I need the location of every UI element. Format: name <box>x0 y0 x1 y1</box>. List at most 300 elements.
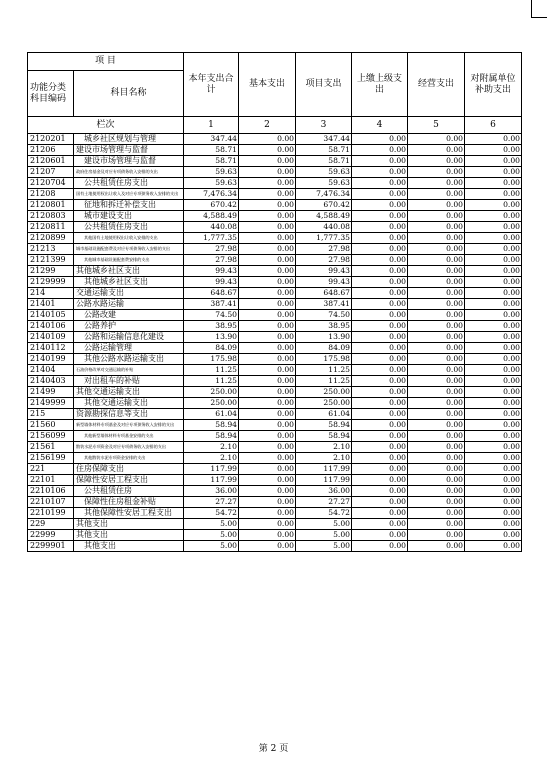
row-name: 资源勘探信息等支出 <box>74 409 184 420</box>
row-value: 0.00 <box>408 365 465 376</box>
table-row <box>28 376 522 387</box>
table-row <box>28 211 522 222</box>
row-code: 2140199 <box>28 354 74 365</box>
table-row <box>28 156 522 167</box>
seq-1: 1 <box>184 117 239 134</box>
row-value: 0.00 <box>239 211 296 222</box>
row-value: 0.00 <box>352 486 408 497</box>
seq-5: 5 <box>408 117 465 134</box>
row-code: 21208 <box>28 189 74 200</box>
row-value: 440.08 <box>184 222 239 233</box>
table-row <box>28 244 522 255</box>
row-value: 175.98 <box>296 354 352 365</box>
table-row <box>28 519 522 530</box>
row-value: 0.00 <box>465 145 522 156</box>
row-value: 0.00 <box>408 233 465 244</box>
row-value: 0.00 <box>408 145 465 156</box>
table-row <box>28 420 522 431</box>
row-value: 0.00 <box>239 409 296 420</box>
row-name: 散装水泥专项资金及对应专项债务收入安排的支出 <box>74 442 184 453</box>
row-value: 61.04 <box>296 409 352 420</box>
row-value: 0.00 <box>465 365 522 376</box>
seq-2: 2 <box>239 117 296 134</box>
row-name: 其他城乡社区支出 <box>74 277 184 288</box>
row-value: 0.00 <box>239 178 296 189</box>
row-name: 政府住房基金及对应专项债务收入安排的支出 <box>74 167 184 178</box>
row-name: 其他城市基础设施配套费安排的支出 <box>74 255 184 266</box>
header-col-project: 项目支出 <box>296 53 352 117</box>
table-row <box>28 541 522 552</box>
row-value: 0.00 <box>239 497 296 508</box>
row-value: 11.25 <box>184 365 239 376</box>
row-value: 648.67 <box>296 288 352 299</box>
row-value: 0.00 <box>352 156 408 167</box>
row-code: 21499 <box>28 387 74 398</box>
row-value: 7,476.34 <box>296 189 352 200</box>
row-value: 0.00 <box>352 519 408 530</box>
row-value: 27.27 <box>184 497 239 508</box>
row-value: 0.00 <box>352 475 408 486</box>
row-value: 0.00 <box>465 431 522 442</box>
row-value: 59.63 <box>184 167 239 178</box>
row-value: 74.50 <box>296 310 352 321</box>
row-value: 0.00 <box>352 310 408 321</box>
row-value: 0.00 <box>465 343 522 354</box>
row-value: 670.42 <box>296 200 352 211</box>
row-value: 0.00 <box>239 475 296 486</box>
row-name: 其他保障性安居工程支出 <box>74 508 184 519</box>
row-value: 0.00 <box>408 167 465 178</box>
row-name: 公共租赁住房支出 <box>74 178 184 189</box>
row-code: 221 <box>28 464 74 475</box>
row-value: 1,777.35 <box>184 233 239 244</box>
row-value: 0.00 <box>239 519 296 530</box>
row-value: 5.00 <box>296 541 352 552</box>
seq-4: 4 <box>352 117 408 134</box>
row-name: 其他公路水路运输支出 <box>74 354 184 365</box>
row-name: 其他支出 <box>74 541 184 552</box>
row-value: 36.00 <box>296 486 352 497</box>
table-row <box>28 134 522 145</box>
row-value: 0.00 <box>408 310 465 321</box>
row-value: 0.00 <box>465 376 522 387</box>
row-value: 250.00 <box>184 398 239 409</box>
row-value: 0.00 <box>465 508 522 519</box>
row-value: 0.00 <box>465 519 522 530</box>
table-row <box>28 233 522 244</box>
table-row <box>28 255 522 266</box>
row-value: 0.00 <box>352 497 408 508</box>
row-value: 250.00 <box>296 387 352 398</box>
row-value: 0.00 <box>465 200 522 211</box>
row-value: 0.00 <box>239 288 296 299</box>
row-code: 22101 <box>28 475 74 486</box>
row-value: 5.00 <box>296 530 352 541</box>
header-name: 科目名称 <box>74 71 184 117</box>
row-value: 0.00 <box>408 453 465 464</box>
table-row <box>28 277 522 288</box>
corner-mark <box>531 0 547 18</box>
row-code: 214 <box>28 288 74 299</box>
row-name: 其他交通运输支出 <box>74 387 184 398</box>
seq-label: 栏次 <box>28 117 184 134</box>
row-value: 0.00 <box>239 156 296 167</box>
row-value: 117.99 <box>184 475 239 486</box>
row-value: 54.72 <box>296 508 352 519</box>
row-name: 其他支出 <box>74 530 184 541</box>
row-value: 0.00 <box>239 189 296 200</box>
row-value: 0.00 <box>408 244 465 255</box>
row-value: 0.00 <box>465 277 522 288</box>
row-value: 347.44 <box>184 134 239 145</box>
row-value: 5.00 <box>184 541 239 552</box>
row-code: 2129999 <box>28 277 74 288</box>
table-row <box>28 332 522 343</box>
row-value: 0.00 <box>408 464 465 475</box>
row-code: 2210106 <box>28 486 74 497</box>
row-value: 7,476.34 <box>184 189 239 200</box>
row-value: 0.00 <box>465 167 522 178</box>
row-value: 0.00 <box>408 398 465 409</box>
header-col-subsidy: 对附属单位补助支出 <box>465 53 522 117</box>
row-name: 征地和拆迁补偿支出 <box>74 200 184 211</box>
row-value: 0.00 <box>239 442 296 453</box>
row-value: 0.00 <box>465 310 522 321</box>
row-value: 27.98 <box>296 255 352 266</box>
row-code: 2120899 <box>28 233 74 244</box>
row-value: 0.00 <box>352 530 408 541</box>
row-name: 其他散装水泥专项资金安排的支出 <box>74 453 184 464</box>
row-value: 38.95 <box>296 321 352 332</box>
row-value: 58.71 <box>184 156 239 167</box>
table-row <box>28 178 522 189</box>
row-value: 84.09 <box>184 343 239 354</box>
row-code: 2210107 <box>28 497 74 508</box>
row-value: 0.00 <box>465 211 522 222</box>
row-value: 59.63 <box>296 167 352 178</box>
row-value: 347.44 <box>296 134 352 145</box>
row-value: 0.00 <box>408 255 465 266</box>
row-value: 0.00 <box>408 541 465 552</box>
row-name: 建设市场管理与监督 <box>74 156 184 167</box>
table-row <box>28 508 522 519</box>
row-value: 0.00 <box>239 486 296 497</box>
row-code: 2140106 <box>28 321 74 332</box>
row-value: 175.98 <box>184 354 239 365</box>
row-value: 0.00 <box>352 189 408 200</box>
table-row <box>28 486 522 497</box>
header-code: 功能分类科目编码 <box>28 71 74 117</box>
row-code: 2120201 <box>28 134 74 145</box>
row-value: 0.00 <box>352 299 408 310</box>
row-name: 保障性住房租金补贴 <box>74 497 184 508</box>
table-row <box>28 409 522 420</box>
row-value: 0.00 <box>408 266 465 277</box>
row-code: 2140105 <box>28 310 74 321</box>
row-value: 5.00 <box>296 519 352 530</box>
row-value: 0.00 <box>352 365 408 376</box>
row-code: 2120704 <box>28 178 74 189</box>
row-value: 58.71 <box>296 156 352 167</box>
header-col-remit: 上缴上级支出 <box>352 53 408 117</box>
row-value: 0.00 <box>239 541 296 552</box>
row-value: 0.00 <box>239 343 296 354</box>
table-row <box>28 365 522 376</box>
row-name: 其他城乡社区支出 <box>74 266 184 277</box>
row-code: 215 <box>28 409 74 420</box>
row-value: 0.00 <box>239 464 296 475</box>
row-value: 0.00 <box>465 497 522 508</box>
row-value: 0.00 <box>239 365 296 376</box>
row-code: 21207 <box>28 167 74 178</box>
row-name: 公路养护 <box>74 321 184 332</box>
row-value: 0.00 <box>352 343 408 354</box>
row-value: 0.00 <box>465 134 522 145</box>
row-name: 其他支出 <box>74 519 184 530</box>
row-value: 0.00 <box>352 332 408 343</box>
row-code: 21404 <box>28 365 74 376</box>
row-value: 0.00 <box>352 200 408 211</box>
row-value: 2.10 <box>296 453 352 464</box>
row-value: 648.67 <box>184 288 239 299</box>
row-value: 0.00 <box>465 387 522 398</box>
row-value: 0.00 <box>352 321 408 332</box>
row-value: 0.00 <box>352 409 408 420</box>
table-row <box>28 398 522 409</box>
row-value: 0.00 <box>352 277 408 288</box>
row-value: 0.00 <box>352 431 408 442</box>
row-name: 公路水路运输 <box>74 299 184 310</box>
table-row <box>28 167 522 178</box>
row-value: 13.90 <box>184 332 239 343</box>
row-name: 公共租赁住房支出 <box>74 222 184 233</box>
row-value: 0.00 <box>465 233 522 244</box>
row-value: 0.00 <box>239 321 296 332</box>
row-value: 0.00 <box>465 299 522 310</box>
row-value: 0.00 <box>352 145 408 156</box>
seq-6: 6 <box>465 117 522 134</box>
row-value: 61.04 <box>184 409 239 420</box>
row-value: 0.00 <box>239 200 296 211</box>
row-value: 0.00 <box>408 376 465 387</box>
row-value: 0.00 <box>352 420 408 431</box>
table-row <box>28 321 522 332</box>
row-value: 0.00 <box>408 343 465 354</box>
row-value: 0.00 <box>239 266 296 277</box>
row-value: 38.95 <box>184 321 239 332</box>
row-value: 27.27 <box>296 497 352 508</box>
row-value: 0.00 <box>352 178 408 189</box>
row-value: 0.00 <box>465 453 522 464</box>
table-row <box>28 475 522 486</box>
row-value: 0.00 <box>408 200 465 211</box>
table-row <box>28 310 522 321</box>
row-name: 公路和运输信息化建设 <box>74 332 184 343</box>
row-value: 0.00 <box>239 244 296 255</box>
row-value: 0.00 <box>352 288 408 299</box>
table-row <box>28 299 522 310</box>
row-code: 2121399 <box>28 255 74 266</box>
row-value: 4,588.49 <box>296 211 352 222</box>
row-value: 0.00 <box>239 332 296 343</box>
row-value: 27.98 <box>184 255 239 266</box>
row-value: 58.94 <box>184 431 239 442</box>
row-value: 0.00 <box>408 134 465 145</box>
table-row <box>28 431 522 442</box>
row-name: 国有土地使用权出让收入及对应专项债务收入安排的支出 <box>74 189 184 200</box>
row-value: 0.00 <box>408 431 465 442</box>
row-value: 0.00 <box>408 387 465 398</box>
row-value: 99.43 <box>296 277 352 288</box>
row-value: 0.00 <box>408 178 465 189</box>
row-value: 0.00 <box>465 321 522 332</box>
row-code: 22999 <box>28 530 74 541</box>
row-code: 2299901 <box>28 541 74 552</box>
row-code: 2140403 <box>28 376 74 387</box>
row-value: 0.00 <box>352 376 408 387</box>
row-value: 99.43 <box>184 277 239 288</box>
row-value: 36.00 <box>184 486 239 497</box>
table-row <box>28 343 522 354</box>
row-value: 117.99 <box>296 464 352 475</box>
row-code: 21560 <box>28 420 74 431</box>
row-code: 229 <box>28 519 74 530</box>
row-name: 石油价格改革对交通运输的补贴 <box>74 365 184 376</box>
header-col-operating: 经营支出 <box>408 53 465 117</box>
row-code: 2156099 <box>28 431 74 442</box>
row-value: 0.00 <box>465 398 522 409</box>
row-value: 58.71 <box>296 145 352 156</box>
row-value: 0.00 <box>352 244 408 255</box>
row-code: 2210199 <box>28 508 74 519</box>
row-value: 11.25 <box>184 376 239 387</box>
row-value: 1,777.35 <box>296 233 352 244</box>
row-value: 0.00 <box>239 376 296 387</box>
table-row <box>28 442 522 453</box>
row-code: 2140109 <box>28 332 74 343</box>
expenditure-table <box>27 52 522 552</box>
row-value: 440.08 <box>296 222 352 233</box>
row-value: 58.71 <box>184 145 239 156</box>
row-name: 城市建设支出 <box>74 211 184 222</box>
row-value: 0.00 <box>352 266 408 277</box>
row-value: 0.00 <box>465 530 522 541</box>
row-value: 0.00 <box>352 508 408 519</box>
row-value: 0.00 <box>465 420 522 431</box>
row-name: 公路改建 <box>74 310 184 321</box>
row-value: 13.90 <box>296 332 352 343</box>
row-value: 0.00 <box>408 409 465 420</box>
row-value: 250.00 <box>184 387 239 398</box>
row-value: 0.00 <box>239 453 296 464</box>
row-value: 2.10 <box>184 442 239 453</box>
row-value: 5.00 <box>184 530 239 541</box>
row-value: 11.25 <box>296 365 352 376</box>
row-value: 0.00 <box>408 332 465 343</box>
row-name: 建设市场管理与监督 <box>74 145 184 156</box>
row-value: 0.00 <box>465 244 522 255</box>
row-value: 0.00 <box>465 442 522 453</box>
row-value: 0.00 <box>408 211 465 222</box>
row-value: 0.00 <box>239 310 296 321</box>
row-value: 0.00 <box>465 288 522 299</box>
row-name: 新型墙体材料专项基金及对应专项债务收入安排的支出 <box>74 420 184 431</box>
row-value: 0.00 <box>239 167 296 178</box>
row-value: 0.00 <box>408 519 465 530</box>
row-value: 0.00 <box>352 442 408 453</box>
row-value: 74.50 <box>184 310 239 321</box>
row-code: 2120601 <box>28 156 74 167</box>
row-value: 0.00 <box>239 530 296 541</box>
row-value: 387.41 <box>296 299 352 310</box>
row-value: 0.00 <box>239 233 296 244</box>
row-value: 0.00 <box>352 211 408 222</box>
row-value: 0.00 <box>465 178 522 189</box>
row-value: 0.00 <box>408 420 465 431</box>
row-value: 4,588.49 <box>184 211 239 222</box>
row-value: 0.00 <box>408 299 465 310</box>
row-code: 21561 <box>28 442 74 453</box>
row-name: 城乡社区规划与管理 <box>74 134 184 145</box>
row-value: 0.00 <box>408 475 465 486</box>
row-value: 0.00 <box>352 255 408 266</box>
row-value: 0.00 <box>352 398 408 409</box>
row-code: 2120801 <box>28 200 74 211</box>
row-value: 0.00 <box>239 222 296 233</box>
header-col-total: 本年支出合计 <box>184 53 239 117</box>
row-value: 0.00 <box>465 189 522 200</box>
row-name: 对出租车的补贴 <box>74 376 184 387</box>
row-value: 0.00 <box>239 431 296 442</box>
table-row <box>28 497 522 508</box>
row-value: 5.00 <box>184 519 239 530</box>
row-code: 21299 <box>28 266 74 277</box>
row-code: 2120803 <box>28 211 74 222</box>
row-value: 58.94 <box>296 420 352 431</box>
row-value: 0.00 <box>408 497 465 508</box>
row-code: 21401 <box>28 299 74 310</box>
row-value: 59.63 <box>296 178 352 189</box>
row-value: 0.00 <box>465 266 522 277</box>
row-value: 27.98 <box>184 244 239 255</box>
row-value: 0.00 <box>465 255 522 266</box>
row-value: 0.00 <box>352 134 408 145</box>
table-row <box>28 200 522 211</box>
row-value: 0.00 <box>408 277 465 288</box>
row-value: 0.00 <box>352 387 408 398</box>
row-value: 0.00 <box>352 222 408 233</box>
row-code: 2149999 <box>28 398 74 409</box>
row-value: 54.72 <box>184 508 239 519</box>
row-value: 0.00 <box>465 222 522 233</box>
row-value: 250.00 <box>296 398 352 409</box>
row-value: 117.99 <box>296 475 352 486</box>
row-value: 0.00 <box>352 354 408 365</box>
row-value: 0.00 <box>408 486 465 497</box>
row-value: 117.99 <box>184 464 239 475</box>
row-name: 其他新型墙体材料专项基金安排的支出 <box>74 431 184 442</box>
row-value: 0.00 <box>239 387 296 398</box>
row-name: 交通运输支出 <box>74 288 184 299</box>
row-value: 0.00 <box>465 464 522 475</box>
row-value: 0.00 <box>408 508 465 519</box>
table-row <box>28 222 522 233</box>
table-row <box>28 464 522 475</box>
row-value: 0.00 <box>408 288 465 299</box>
row-value: 0.00 <box>352 453 408 464</box>
row-name: 公共租赁住房 <box>74 486 184 497</box>
row-value: 0.00 <box>352 167 408 178</box>
